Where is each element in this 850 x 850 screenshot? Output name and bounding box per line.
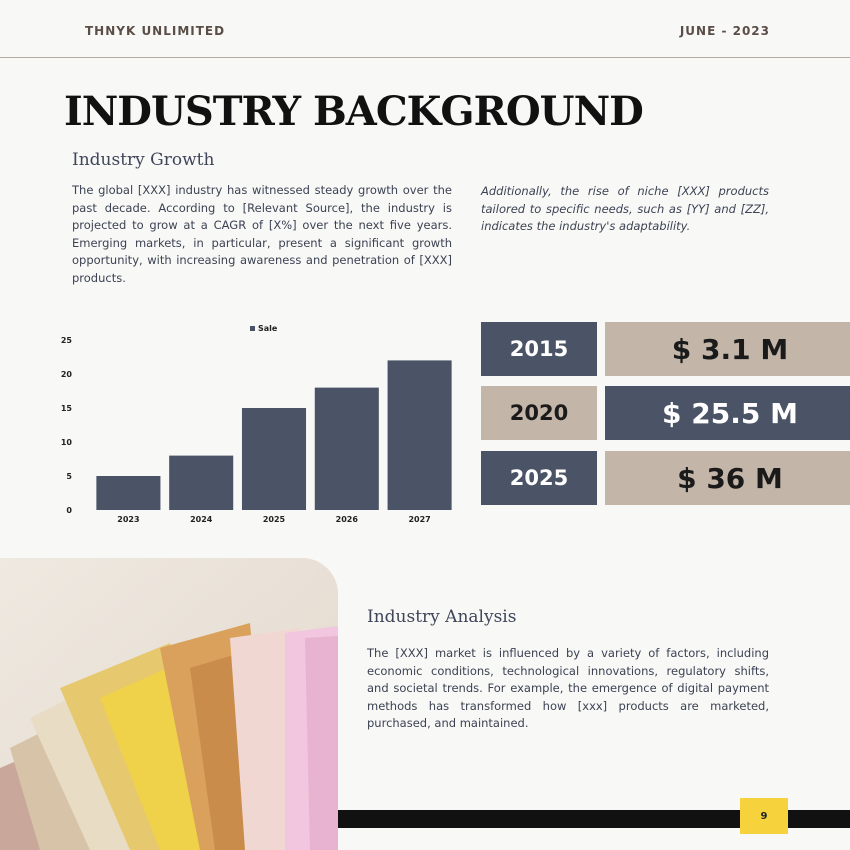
x-tick-label: 2026 xyxy=(335,515,358,524)
legend-swatch xyxy=(250,326,255,331)
industry-growth-text: The global [XXX] industry has witnessed steady growth over the past decade. According to [Relevant Source], the industry is projected to grow at a CAGR of [X%] over the next five years. Emerging markets, in particular, present a significant growth opportunity, with increasing awareness and penetration of [XXX] products. xyxy=(72,183,452,285)
x-tick-label: 2027 xyxy=(408,515,431,524)
stat-value: $ 36 M xyxy=(605,451,850,505)
x-tick-label: 2024 xyxy=(190,515,213,524)
fabric-swatches-illustration xyxy=(0,558,338,850)
stat-row-2025 xyxy=(481,451,850,505)
x-tick-label: 2025 xyxy=(262,515,286,524)
x-tick-label: 2023 xyxy=(117,515,140,524)
bar-2025 xyxy=(242,408,306,510)
bar-2026 xyxy=(315,388,379,510)
report-date: JUNE - 2023 xyxy=(679,24,770,38)
stat-year: 2025 xyxy=(481,451,597,505)
company-name: THNYK UNLIMITED xyxy=(85,24,226,38)
industry-analysis-text: The [XXX] market is influenced by a variety of factors, including economic conditions, technological innovations, regulatory shifts, and societal trends. For example, the emergence of digital payment methods has transformed how [xxx] products are marketed, purchased, and maintained. xyxy=(367,646,769,730)
stat-value: $ 3.1 M xyxy=(605,322,850,376)
stat-year: 2020 xyxy=(481,386,597,440)
y-tick-label: 10 xyxy=(60,438,72,447)
industry-analysis-heading: Industry Analysis xyxy=(367,607,517,627)
bar-2027 xyxy=(388,360,452,510)
bar-2024 xyxy=(169,456,233,510)
chart-canvas xyxy=(60,320,464,530)
industry-growth-aside: Additionally, the rise of niche [XXX] products tailored to specific needs, such as [YY] and [ZZ], indicates the industry's adaptability. xyxy=(481,184,769,233)
sales-bar-chart xyxy=(60,320,464,530)
page-number: 9 xyxy=(740,798,788,834)
y-tick-label: 20 xyxy=(60,370,72,379)
fabric-swatches-photo xyxy=(0,558,338,850)
stat-value: $ 25.5 M xyxy=(605,386,850,440)
stat-row-2020 xyxy=(481,386,850,440)
y-tick-label: 5 xyxy=(66,472,72,481)
industry-growth-heading: Industry Growth xyxy=(72,150,215,170)
legend-label: Sale xyxy=(258,324,278,333)
stat-row-2015 xyxy=(481,322,850,376)
bar-2023 xyxy=(96,476,160,510)
y-tick-label: 0 xyxy=(66,506,72,515)
y-tick-label: 25 xyxy=(60,336,72,345)
page-title: INDUSTRY BACKGROUND xyxy=(64,88,643,135)
y-tick-label: 15 xyxy=(60,404,72,413)
stat-year: 2015 xyxy=(481,322,597,376)
